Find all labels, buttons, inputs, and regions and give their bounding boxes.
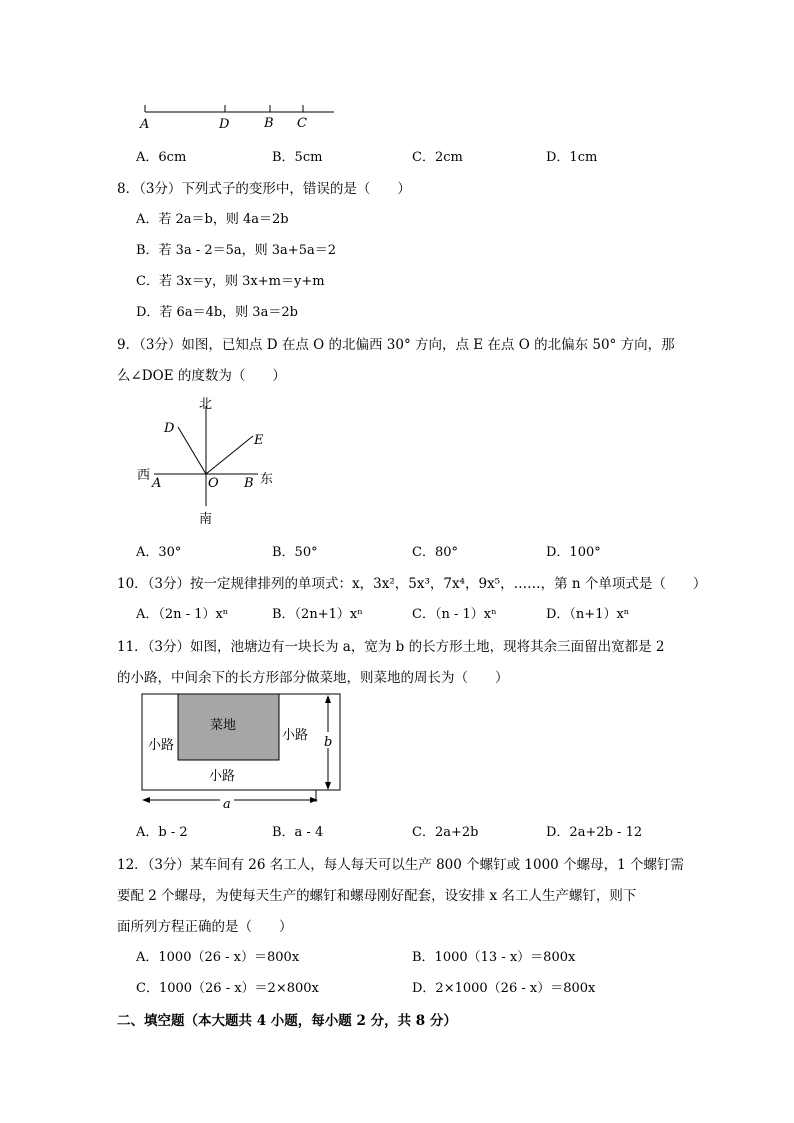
q11-stem-line2: 的小路，中间余下的长方形部分做菜地，则菜地的周长为（ ）: [117, 670, 509, 686]
q10-option-c[interactable]: C．（n - 1）xⁿ: [412, 607, 497, 622]
q12-option-d[interactable]: D．2×1000（26 - x）＝800x: [412, 981, 596, 996]
point-label-a: A: [140, 117, 150, 132]
q9-stem-line1: 9．（3分）如图，已知点 D 在点 O 的北偏西 30° 方向，点 E 在点 O 的北偏东 50° 方向，那: [117, 337, 675, 353]
q8-option-d[interactable]: D．若 6a＝4b，则 3a＝2b: [136, 305, 298, 320]
label-e: E: [254, 433, 264, 448]
label-o: O: [208, 476, 219, 491]
q10-stem: 10．（3分）按一定规律排列的单项式：x，3x²，5x³，7x⁴，9x⁵，……，第 n 个单项式是（ ）: [117, 576, 707, 592]
q10-option-d[interactable]: D．（n+1）xⁿ: [546, 607, 630, 622]
q12-stem-line3: 面所列方程正确的是（ ）: [117, 919, 293, 935]
q8-option-c[interactable]: C．若 3x＝y，则 3x+m＝y+m: [136, 274, 325, 289]
label-path-left: 小路: [148, 738, 175, 753]
label-south: 南: [199, 512, 213, 527]
label-west: 西: [137, 468, 151, 483]
point-label-b: B: [264, 116, 274, 131]
q11-option-c[interactable]: C．2a+2b: [412, 825, 479, 840]
q9-option-a[interactable]: A．30°: [136, 545, 182, 560]
q7-option-b[interactable]: B．5cm: [272, 150, 323, 165]
figure-garden-rectangle: [136, 690, 346, 816]
q7-option-a[interactable]: A．6cm: [136, 150, 187, 165]
q7-option-d[interactable]: D．1cm: [546, 150, 598, 165]
q12-stem-line1: 12．（3分）某车间有 26 名工人，每人每天可以生产 800 个螺钉或 1000 个螺母，1 个螺钉需: [117, 857, 684, 873]
q8-option-a[interactable]: A．若 2a＝b，则 4a＝2b: [136, 212, 289, 227]
figure-compass-directions: [136, 394, 286, 528]
q12-option-b[interactable]: B．1000（13 - x）＝800x: [412, 950, 576, 965]
label-a: A: [152, 476, 162, 491]
q9-option-b[interactable]: B．50°: [272, 545, 318, 560]
q11-stem-line1: 11．（3分）如图，池塘边有一块长为 a，宽为 b 的长方形土地，现将其余三面留出宽都是 2: [117, 639, 665, 655]
label-path-right: 小路: [282, 728, 309, 743]
q10-option-a[interactable]: A．（2n - 1）xⁿ: [136, 607, 229, 622]
label-east: 东: [260, 472, 274, 487]
label-path-bottom: 小路: [209, 769, 236, 784]
q11-option-d[interactable]: D．2a+2b - 12: [546, 825, 643, 840]
q7-option-c[interactable]: C．2cm: [412, 150, 463, 165]
q9-stem-line2: 么∠DOE 的度数为（ ）: [117, 368, 286, 384]
q10-option-b[interactable]: B．（2n+1）xⁿ: [272, 607, 363, 622]
q11-option-a[interactable]: A．b - 2: [136, 825, 188, 840]
section-heading-fill-in: 二、填空题（本大题共 4 小题，每小题 2 分，共 8 分）: [117, 1013, 457, 1029]
point-label-c: C: [297, 116, 307, 131]
label-b: B: [244, 476, 254, 491]
q12-option-a[interactable]: A．1000（26 - x）＝800x: [136, 950, 300, 965]
label-garden: 菜地: [210, 718, 237, 733]
q12-stem-line2: 要配 2 个螺母，为使每天生产的螺钉和螺母刚好配套，设安排 x 名工人生产螺钉，则下: [117, 888, 637, 904]
q9-option-d[interactable]: D．100°: [546, 545, 601, 560]
label-north: 北: [199, 397, 213, 412]
q9-option-c[interactable]: C．80°: [412, 545, 458, 560]
point-label-d: D: [219, 117, 230, 132]
label-b: b: [324, 735, 333, 750]
label-a: a: [223, 797, 231, 812]
q8-option-b[interactable]: B．若 3a - 2＝5a，则 3a+5a＝2: [136, 243, 336, 258]
q8-stem: 8．（3分）下列式子的变形中，错误的是（ ）: [117, 181, 411, 197]
q12-option-c[interactable]: C．1000（26 - x）＝2×800x: [136, 981, 319, 996]
q11-option-b[interactable]: B．a - 4: [272, 825, 324, 840]
label-d: D: [164, 421, 175, 436]
figure-segment-adc: [136, 98, 346, 134]
